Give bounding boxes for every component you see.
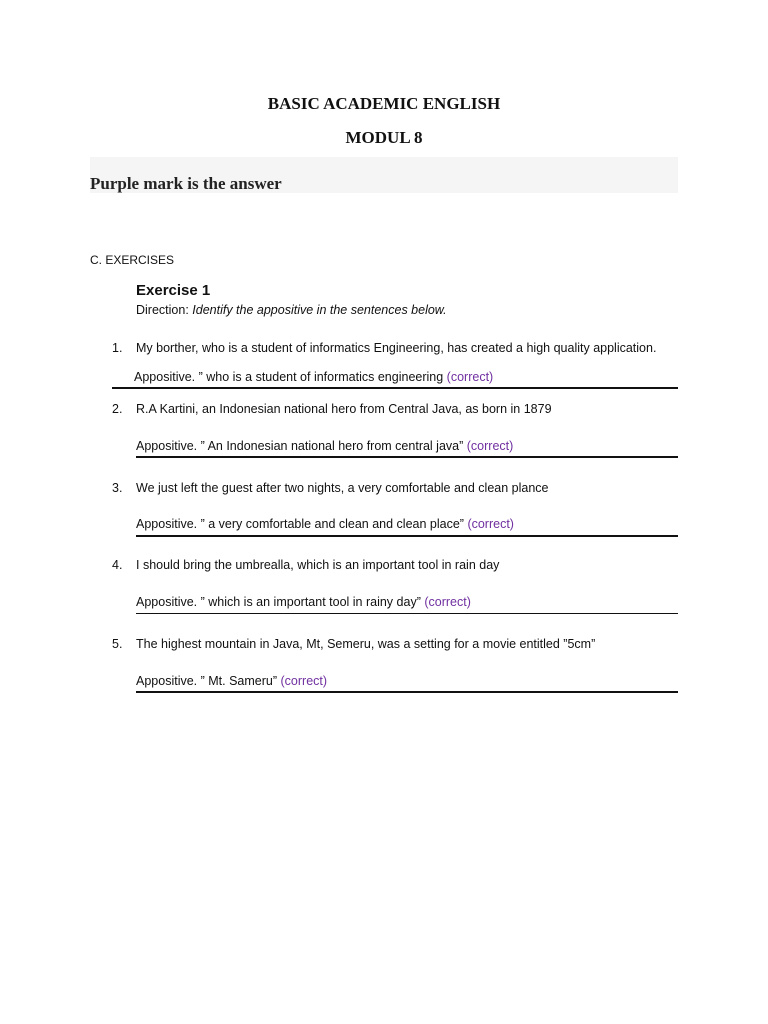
note-text: Purple mark is the answer: [90, 174, 282, 193]
answer-underline-4: [136, 613, 678, 614]
answer-line-5: [136, 674, 327, 688]
answer-underline-3: [136, 535, 678, 537]
direction-text: Identify the appositive in the sentences below.: [192, 303, 447, 317]
question-line: [112, 341, 656, 355]
answer-text: Appositive. ” which is an important tool in rainy day”: [136, 595, 425, 609]
question-line: [112, 402, 552, 416]
answer-line-3: [136, 517, 514, 531]
question-number: 4.: [112, 558, 123, 572]
answer-underline-2: [136, 456, 678, 458]
question-text: We just left the guest after two nights, a very comfortable and clean plance: [136, 481, 549, 495]
page-title: BASIC ACADEMIC ENGLISH: [267, 94, 501, 113]
question-text: I should bring the umbrealla, which is an important tool in rain day: [136, 558, 500, 572]
question-number: 5.: [112, 637, 123, 651]
answer-text: Appositive. ” a very comfortable and clean and clean place”: [136, 517, 468, 531]
correct-mark: (correct): [446, 370, 494, 384]
correct-mark: (correct): [467, 517, 514, 531]
answer-text: Appositive. ” who is a student of informatics engineering: [134, 370, 447, 384]
correct-mark: (correct): [466, 439, 514, 453]
question-line: [112, 637, 595, 651]
answer-line-1: [134, 370, 493, 384]
question-number: 2.: [112, 402, 123, 416]
exercise-title: Exercise 1: [136, 282, 211, 299]
answer-text: Appositive. ” Mt. Sameru”: [136, 674, 281, 688]
module-title: MODUL 8: [345, 128, 423, 147]
answer-line-4: [136, 595, 471, 609]
answer-line-2: [136, 439, 513, 453]
note-box: [90, 157, 678, 193]
answer-underline-5: [136, 691, 678, 693]
question-text: The highest mountain in Java, Mt, Semeru, was a setting for a movie entitled ”5cm”: [136, 637, 596, 651]
exercise-direction: [136, 303, 447, 317]
question-line: [112, 558, 499, 572]
question-text: R.A Kartini, an Indonesian national hero from Central Java, as born in 1879: [136, 402, 552, 416]
question-number: 3.: [112, 481, 123, 495]
question-number: 1.: [112, 341, 123, 355]
section-label: C. EXERCISES: [90, 253, 175, 267]
answer-text: Appositive. ” An Indonesian national hero from central java”: [136, 439, 467, 453]
direction-label: Direction:: [136, 303, 193, 317]
answer-underline-1: [112, 387, 678, 389]
question-text: My borther, who is a student of informatics Engineering, has created a high quality application.: [136, 341, 657, 355]
correct-mark: (correct): [280, 674, 328, 688]
question-line: [112, 481, 549, 495]
correct-mark: (correct): [424, 595, 471, 609]
